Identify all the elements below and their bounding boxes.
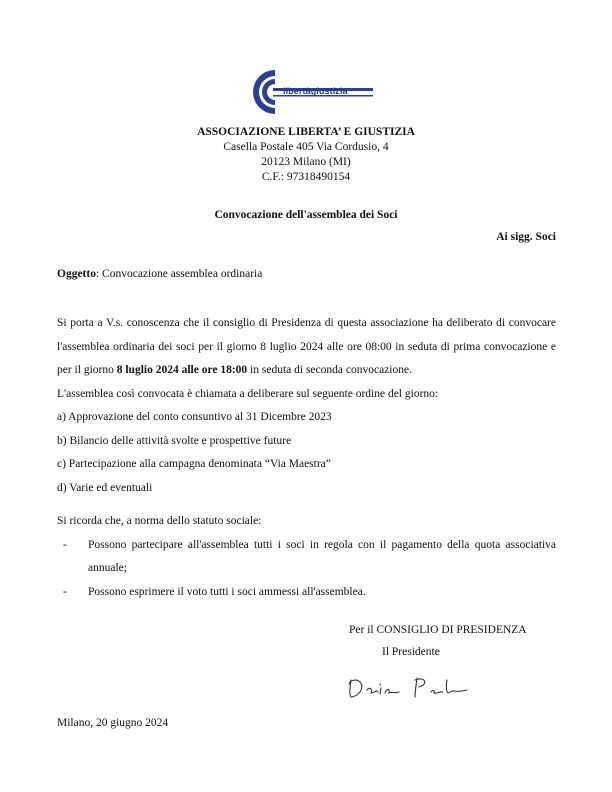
agenda-item: a) Approvazione del conto consuntivo al 31 Dicembre 2023 <box>57 411 332 423</box>
recipient: Ai sigg. Soci <box>496 231 556 243</box>
reminder-item <box>57 581 556 605</box>
subject-label: Oggetto <box>57 268 96 280</box>
subject-line <box>57 268 262 280</box>
letter-body <box>57 312 556 500</box>
letter-date: Milano, 20 giugno 2024 <box>57 717 169 729</box>
signoff-council: Per il CONSIGLIO DI PRESIDENZA <box>349 624 527 636</box>
agenda-item: c) Partecipazione alla campagna denominata “Via Maestra” <box>57 458 331 470</box>
agenda-item: d) Varie ed eventuali <box>57 481 153 494</box>
organization-name: ASSOCIAZIONE LIBERTA’ E GIUSTIZIA <box>197 126 415 138</box>
logo-text: libertàgiustizia <box>283 86 348 96</box>
agenda-intro: L'assemblea così convocata è chiamata a deliberare sul seguente ordine del giorno: <box>57 387 439 400</box>
reminder-item-text: Possono partecipare all'assemblea tutti i soci in regola con il pagamento della quota associativa annuale; <box>88 538 556 574</box>
reminder-intro: Si ricorda che, a norma dello statuto sociale: <box>57 515 262 527</box>
address-line-1: Casella Postale 405 Via Cordusio, 4 <box>223 141 389 153</box>
handwritten-signature <box>345 672 470 702</box>
document-title: Convocazione dell'assemblea dei Soci <box>214 209 398 221</box>
statute-reminder <box>57 510 556 604</box>
signoff-president: Il Presidente <box>382 646 440 658</box>
bullet-dash: - <box>63 538 67 551</box>
reminder-item <box>57 534 556 581</box>
intro-second-call-date: 8 luglio 2024 alle ore 18:00 <box>116 364 248 376</box>
intro-part-1: Si porta a V.s. conoscenza che il consiglio di Presidenza di questa associazione ha deliberato di convocare l'assemblea ordinaria dei soci per il giorno 8 luglio 2024 alle ore 08:00 in seduta di prima convocazione e per il giorno <box>57 317 556 376</box>
letterhead <box>0 125 612 185</box>
address-line-2: 20123 Milano (MI) <box>261 156 351 168</box>
bullet-dash: - <box>63 585 67 598</box>
reminder-item-text: Possono esprimere il voto tutti i soci ammessi all'assemblea. <box>88 585 366 598</box>
tax-code: C.F.: 97318490154 <box>261 171 351 183</box>
intro-part-2: in seduta di seconda convocazione. <box>247 364 412 376</box>
subject-text: : Convocazione assemblea ordinaria <box>95 268 263 280</box>
agenda-item: b) Bilancio delle attività svolte e prospettive future <box>57 434 292 447</box>
intro-paragraph <box>57 312 556 383</box>
